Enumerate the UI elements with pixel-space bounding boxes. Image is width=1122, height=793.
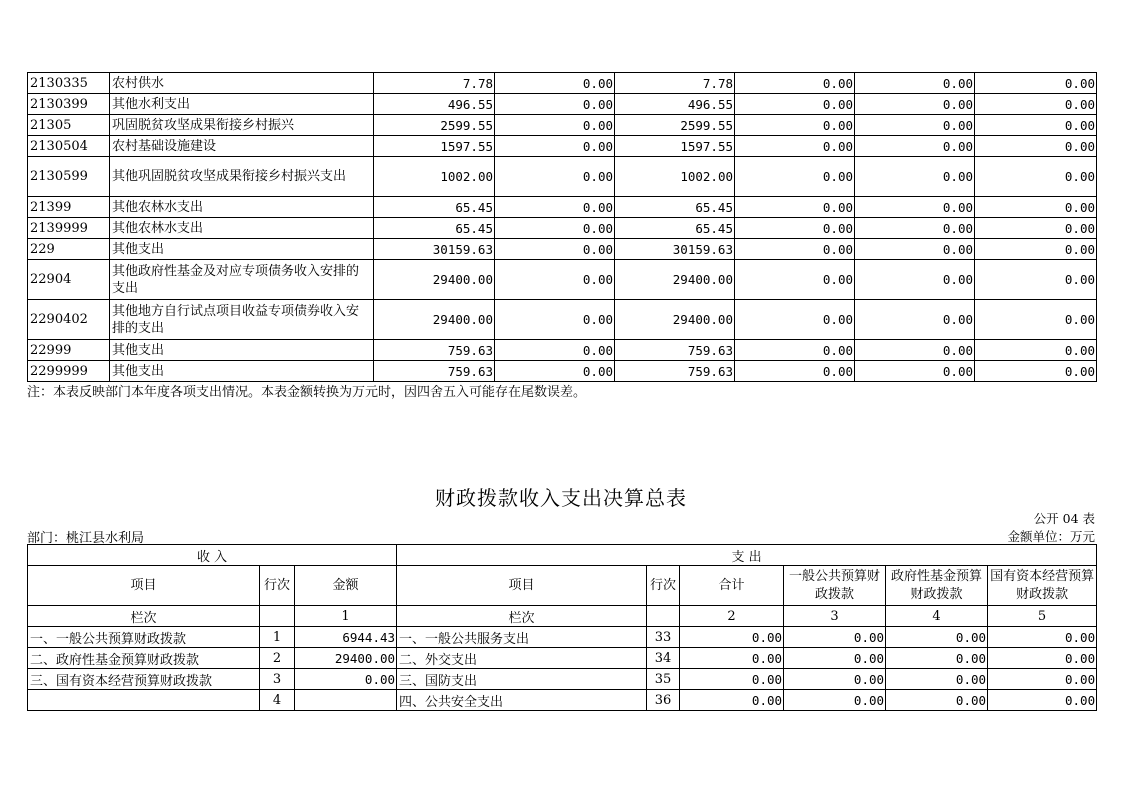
row-name: 其他地方自行试点项目收益专项债券收入安排的支出 — [110, 300, 374, 340]
row-value: 0.00 — [855, 361, 975, 382]
row-name: 其他支出 — [110, 361, 374, 382]
income-item: 三、国有资本经营预算财政拨款 — [28, 669, 260, 690]
row-value: 0.00 — [495, 300, 615, 340]
table-row — [28, 73, 1097, 94]
table-row — [28, 627, 1097, 648]
row-name: 农村基础设施建设 — [110, 136, 374, 157]
row-code: 22999 — [28, 340, 110, 361]
header-general-budget: 一般公共预算财政拨款 — [784, 566, 886, 606]
column-number: 1 — [295, 606, 397, 627]
income-amount: 6944.43 — [295, 627, 397, 648]
row-value: 0.00 — [495, 239, 615, 260]
row-value: 29400.00 — [615, 300, 735, 340]
row-code: 2130335 — [28, 73, 110, 94]
expense-value: 0.00 — [784, 627, 886, 648]
row-name: 其他农林水支出 — [110, 197, 374, 218]
row-value: 1597.55 — [374, 136, 495, 157]
expense-value: 0.00 — [886, 669, 988, 690]
expense-row-no: 35 — [647, 669, 680, 690]
table-row — [28, 361, 1097, 382]
income-row-no: 2 — [260, 648, 295, 669]
expense-item: 四、公共安全支出 — [397, 690, 647, 711]
row-value: 0.00 — [735, 239, 855, 260]
row-value: 29400.00 — [615, 260, 735, 300]
income-item: 二、政府性基金预算财政拨款 — [28, 648, 260, 669]
header-state-capital: 国有资本经营预算财政拨款 — [988, 566, 1097, 606]
row-value: 0.00 — [975, 197, 1097, 218]
income-item: 一、一般公共预算财政拨款 — [28, 627, 260, 648]
expense-value: 0.00 — [886, 648, 988, 669]
row-value: 0.00 — [855, 218, 975, 239]
header-item-expense: 项目 — [397, 566, 647, 606]
table-row — [28, 648, 1097, 669]
expense-value: 0.00 — [784, 669, 886, 690]
row-value: 7.78 — [615, 73, 735, 94]
row-value: 0.00 — [975, 73, 1097, 94]
unit-label: 金额单位：万元 — [1007, 529, 1095, 544]
row-value: 759.63 — [374, 361, 495, 382]
table-row — [28, 115, 1097, 136]
header-total: 合计 — [680, 566, 784, 606]
row-value: 0.00 — [855, 157, 975, 197]
expense-item: 二、外交支出 — [397, 648, 647, 669]
row-value: 2599.55 — [615, 115, 735, 136]
header-row-no-expense: 行次 — [647, 566, 680, 606]
expense-value: 0.00 — [886, 627, 988, 648]
row-value: 0.00 — [495, 197, 615, 218]
row-value: 0.00 — [495, 136, 615, 157]
expense-item: 三、国防支出 — [397, 669, 647, 690]
column-label-blank — [647, 606, 680, 627]
expense-value: 0.00 — [886, 690, 988, 711]
row-value: 29400.00 — [374, 260, 495, 300]
row-value: 65.45 — [615, 197, 735, 218]
row-value: 0.00 — [735, 136, 855, 157]
row-code: 2130504 — [28, 136, 110, 157]
row-value: 0.00 — [495, 260, 615, 300]
row-name: 农村供水 — [110, 73, 374, 94]
row-value: 2599.55 — [374, 115, 495, 136]
income-amount: 29400.00 — [295, 648, 397, 669]
row-value: 7.78 — [374, 73, 495, 94]
header-item: 项目 — [28, 566, 260, 606]
table-row — [28, 690, 1097, 711]
row-code: 21399 — [28, 197, 110, 218]
table-row — [28, 300, 1097, 340]
row-value: 0.00 — [975, 239, 1097, 260]
expense-value: 0.00 — [988, 648, 1097, 669]
row-value: 0.00 — [495, 73, 615, 94]
table-row — [28, 94, 1097, 115]
row-value: 0.00 — [855, 239, 975, 260]
expense-value: 0.00 — [680, 690, 784, 711]
row-value: 0.00 — [975, 361, 1097, 382]
row-value: 0.00 — [855, 94, 975, 115]
row-value: 0.00 — [495, 361, 615, 382]
expense-value: 0.00 — [988, 627, 1097, 648]
row-value: 0.00 — [975, 340, 1097, 361]
row-value: 1002.00 — [374, 157, 495, 197]
column-number: 4 — [886, 606, 988, 627]
row-value: 0.00 — [735, 361, 855, 382]
row-value: 1002.00 — [615, 157, 735, 197]
column-number: 5 — [988, 606, 1097, 627]
row-value: 0.00 — [855, 115, 975, 136]
row-code: 22904 — [28, 260, 110, 300]
row-value: 0.00 — [495, 115, 615, 136]
row-code: 229 — [28, 239, 110, 260]
row-name: 其他支出 — [110, 239, 374, 260]
table-row — [28, 239, 1097, 260]
row-code: 2299999 — [28, 361, 110, 382]
column-label: 栏次 — [28, 606, 260, 627]
table-row — [28, 669, 1097, 690]
income-header: 收 入 — [28, 545, 397, 566]
row-value: 65.45 — [615, 218, 735, 239]
row-name: 巩固脱贫攻坚成果衔接乡村振兴 — [110, 115, 374, 136]
row-value: 65.45 — [374, 197, 495, 218]
row-value: 29400.00 — [374, 300, 495, 340]
row-value: 496.55 — [615, 94, 735, 115]
row-value: 759.63 — [615, 361, 735, 382]
expense-row-no: 36 — [647, 690, 680, 711]
row-value: 0.00 — [495, 157, 615, 197]
table-row — [28, 197, 1097, 218]
expense-row-no: 34 — [647, 648, 680, 669]
expense-value: 0.00 — [680, 627, 784, 648]
row-value: 759.63 — [374, 340, 495, 361]
row-value: 30159.63 — [374, 239, 495, 260]
row-name: 其他巩固脱贫攻坚成果衔接乡村振兴支出 — [110, 157, 374, 197]
row-value: 0.00 — [735, 300, 855, 340]
expense-value: 0.00 — [680, 669, 784, 690]
expense-value: 0.00 — [988, 690, 1097, 711]
row-value: 1597.55 — [615, 136, 735, 157]
row-value: 496.55 — [374, 94, 495, 115]
table-row — [28, 136, 1097, 157]
row-value: 0.00 — [735, 260, 855, 300]
row-value: 0.00 — [975, 94, 1097, 115]
expense-value: 0.00 — [988, 669, 1097, 690]
table-row — [28, 157, 1097, 197]
header-fund-budget: 政府性基金预算财政拨款 — [886, 566, 988, 606]
row-code: 21305 — [28, 115, 110, 136]
row-value: 0.00 — [855, 300, 975, 340]
page-title: 财政拨款收入支出决算总表 — [435, 486, 687, 510]
row-name: 其他政府性基金及对应专项债务收入安排的支出 — [110, 260, 374, 300]
income-row-no: 1 — [260, 627, 295, 648]
row-value: 759.63 — [615, 340, 735, 361]
row-value: 0.00 — [495, 94, 615, 115]
row-value: 0.00 — [975, 218, 1097, 239]
row-value: 0.00 — [735, 340, 855, 361]
income-amount — [295, 690, 397, 711]
row-value: 0.00 — [855, 340, 975, 361]
header-amount: 金额 — [295, 566, 397, 606]
row-name: 其他支出 — [110, 340, 374, 361]
row-value: 0.00 — [735, 218, 855, 239]
row-code: 2290402 — [28, 300, 110, 340]
table-row — [28, 218, 1097, 239]
expenditure-detail-table — [27, 72, 1097, 382]
income-amount: 0.00 — [295, 669, 397, 690]
table-row — [28, 260, 1097, 300]
row-value: 0.00 — [855, 73, 975, 94]
row-value: 0.00 — [855, 136, 975, 157]
expense-value: 0.00 — [784, 648, 886, 669]
table-note: 注：本表反映部门本年度各项支出情况。本表金额转换为万元时，因四舍五入可能存在尾数误差。 — [27, 385, 587, 400]
row-code: 2130599 — [28, 157, 110, 197]
column-label-expense: 栏次 — [397, 606, 647, 627]
row-code: 2130399 — [28, 94, 110, 115]
column-number: 3 — [784, 606, 886, 627]
income-item — [28, 690, 260, 711]
row-value: 0.00 — [495, 218, 615, 239]
row-value: 0.00 — [975, 136, 1097, 157]
expense-value: 0.00 — [784, 690, 886, 711]
row-name: 其他水利支出 — [110, 94, 374, 115]
row-value: 0.00 — [735, 115, 855, 136]
header-row-no: 行次 — [260, 566, 295, 606]
row-value: 0.00 — [495, 340, 615, 361]
expense-header: 支 出 — [397, 545, 1097, 566]
income-row-no: 4 — [260, 690, 295, 711]
expense-value: 0.00 — [680, 648, 784, 669]
table-code: 公开 04 表 — [1033, 511, 1095, 526]
department-label: 部门：桃江县水利局 — [27, 531, 145, 546]
row-value: 0.00 — [975, 260, 1097, 300]
row-value: 0.00 — [975, 115, 1097, 136]
row-value: 0.00 — [855, 197, 975, 218]
row-value: 0.00 — [735, 73, 855, 94]
row-value: 0.00 — [735, 157, 855, 197]
row-value: 30159.63 — [615, 239, 735, 260]
row-name: 其他农林水支出 — [110, 218, 374, 239]
row-value: 0.00 — [855, 260, 975, 300]
row-value: 0.00 — [735, 94, 855, 115]
fiscal-summary-table — [27, 544, 1097, 711]
row-value: 0.00 — [975, 300, 1097, 340]
row-code: 2139999 — [28, 218, 110, 239]
column-label-blank — [260, 606, 295, 627]
column-number: 2 — [680, 606, 784, 627]
table-row — [28, 340, 1097, 361]
expense-row-no: 33 — [647, 627, 680, 648]
income-row-no: 3 — [260, 669, 295, 690]
expense-item: 一、一般公共服务支出 — [397, 627, 647, 648]
row-value: 0.00 — [735, 197, 855, 218]
row-value: 0.00 — [975, 157, 1097, 197]
row-value: 65.45 — [374, 218, 495, 239]
